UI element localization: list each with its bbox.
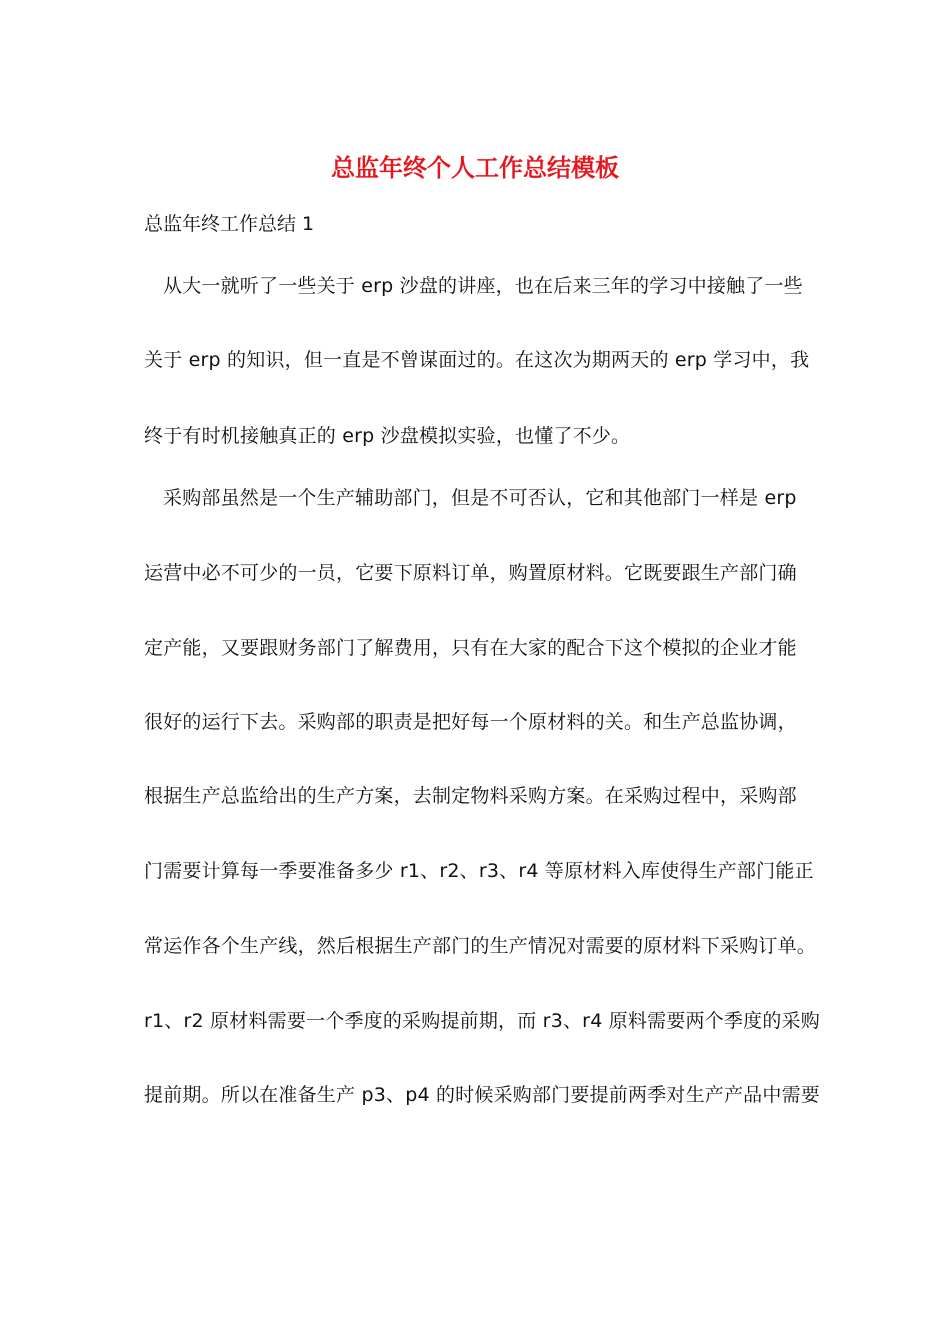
section-heading: 总监年终工作总结 1 [144, 213, 315, 235]
paragraph-2-line-2: 运营中必不可少的一员，它要下原料订单，购置原材料。它既要跟生产部门确 [144, 562, 797, 584]
paragraph-2-line-5: 根据生产总监给出的生产方案，去制定物料采购方案。在采购过程中，采购部 [144, 785, 797, 807]
document-title: 总监年终个人工作总结模板 [331, 153, 619, 182]
paragraph-2-line-9: 提前期。所以在准备生产 p3、p4 的时候采购部门要提前两季对生产产品中需要 [144, 1084, 820, 1106]
paragraph-2-line-1: 采购部虽然是一个生产辅助部门，但是不可否认，它和其他部门一样是 erp [163, 487, 797, 509]
paragraph-1-line-2: 关于 erp 的知识，但一直是不曾谋面过的。在这次为期两天的 erp 学习中，我 [144, 349, 810, 371]
paragraph-2-line-3: 定产能，又要跟财务部门了解费用，只有在大家的配合下这个模拟的企业才能 [144, 637, 797, 659]
paragraph-2-line-6: 门需要计算每一季要准备多少 r1、r2、r3、r4 等原材料入库使得生产部门能正 [144, 860, 814, 882]
paragraph-2-line-7: 常运作各个生产线，然后根据生产部门的生产情况对需要的原材料下采购订单。 [144, 935, 817, 957]
paragraph-1-line-3: 终于有时机接触真正的 erp 沙盘模拟实验，也懂了不少。 [144, 425, 631, 447]
paragraph-2-line-4: 很好的运行下去。采购部的职责是把好每一个原材料的关。和生产总监协调， [144, 711, 797, 733]
paragraph-1-line-1: 从大一就听了一些关于 erp 沙盘的讲座，也在后来三年的学习中接触了一些 [163, 275, 803, 297]
paragraph-2-line-8: r1、r2 原材料需要一个季度的采购提前期，而 r3、r4 原料需要两个季度的采购 [144, 1010, 820, 1032]
